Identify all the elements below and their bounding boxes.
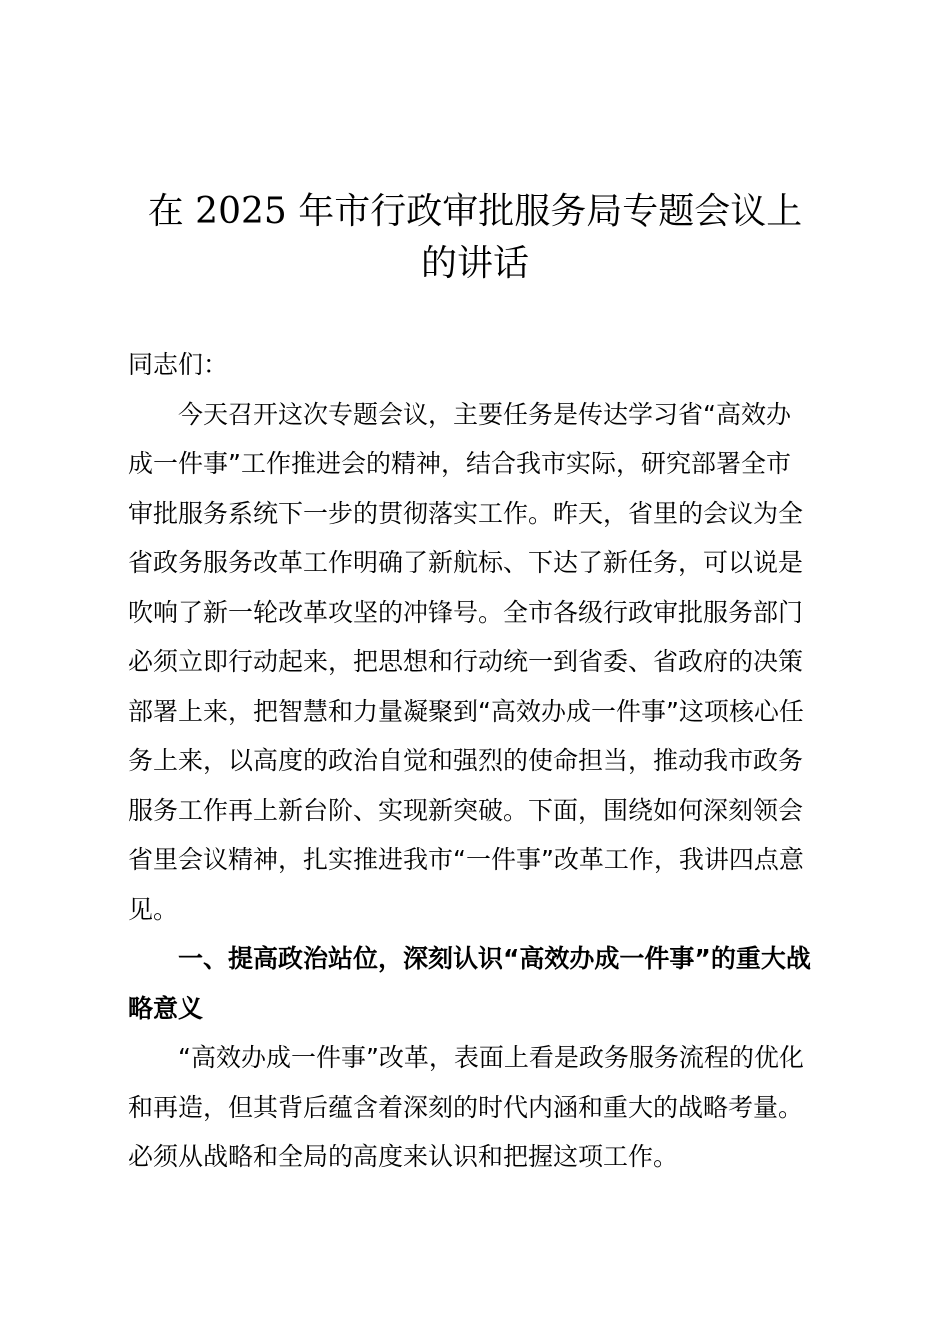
paragraph-line: 省政务服务改革工作明确了新航标、下达了新任务，可以说是 <box>128 548 804 577</box>
paragraph-line: 必须从战略和全局的高度来认识和把握这项工作。 <box>128 1142 679 1171</box>
paragraph-line: 部署上来，把智慧和力量凝聚到“高效办成一件事”这项核心任 <box>128 696 804 726</box>
heading-line: 一、提高政治站位，深刻认识“高效办成一件事”的重大战 <box>178 944 811 973</box>
paragraph-line: 见。 <box>128 894 179 924</box>
document-title <box>100 186 850 290</box>
paragraph-line: 和再造，但其背后蕴含着深刻的时代内涵和重大的战略考量。 <box>128 1092 804 1122</box>
paragraph-intro <box>128 390 828 935</box>
paragraph-line: 成一件事”工作推进会的精神，结合我市实际，研究部署全市 <box>128 449 791 478</box>
paragraph-section-1 <box>128 1033 828 1182</box>
paragraph-line: 必须立即行动起来，把思想和行动统一到省委、省政府的决策 <box>128 647 804 676</box>
paragraph-line: 今天召开这次专题会议，主要任务是传达学习省“高效办 <box>178 399 791 429</box>
section-heading-1 <box>128 934 828 1033</box>
title-line: 在 2025 年市行政审批服务局专题会议上 <box>147 191 803 232</box>
document-body <box>128 340 828 1182</box>
paragraph-line: 省里会议精神，扎实推进我市“一件事”改革工作，我讲四点意 <box>128 845 804 874</box>
paragraph-line: 吹响了新一轮改革攻坚的冲锋号。全市各级行政审批服务部门 <box>128 597 804 627</box>
paragraph-line: 审批服务系统下一步的贯彻落实工作。昨天，省里的会议为全 <box>128 498 804 528</box>
paragraph-line: “高效办成一件事”改革，表面上看是政务服务流程的优化 <box>178 1043 804 1072</box>
title-line: 的讲话 <box>420 243 529 284</box>
paragraph-line: 务上来，以高度的政治自觉和强烈的使命担当，推动我市政务 <box>128 746 804 775</box>
paragraph-line: 服务工作再上新台阶、实现新突破。下面，围绕如何深刻领会 <box>128 795 804 825</box>
heading-line: 略意义 <box>128 993 204 1023</box>
greeting: 同志们： <box>128 350 229 379</box>
